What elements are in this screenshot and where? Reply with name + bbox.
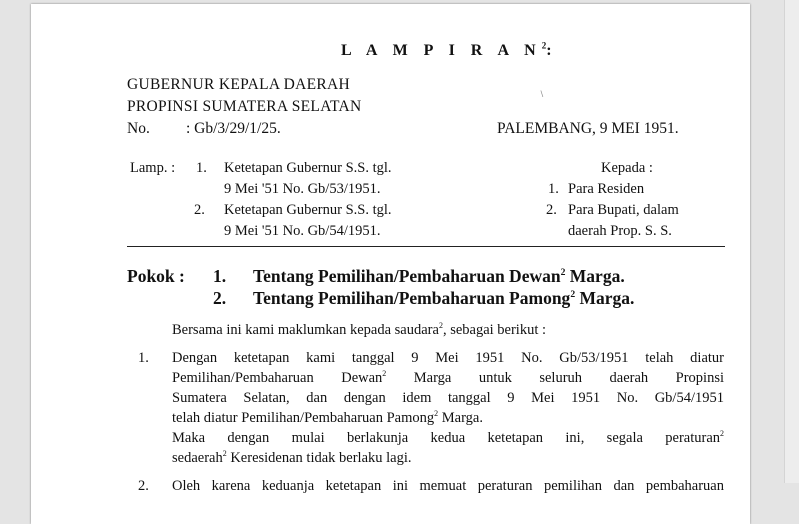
pokok-item-1-number: 1. [213,266,227,286]
kepada-item-1-number: 1. [548,181,559,197]
attachment-heading: L A M P I R A $N^2$: [341,40,558,59]
intro-sentence: Bersama ini kami maklumkan kepada saudara$^2$, sebagai berikut : [172,321,547,338]
paragraph-2-number: 2. [138,478,149,494]
paragraph-1-line-5: Maka dengan mulai berlakunja kedua ketetapan ini, segala peraturan$^2$ [172,429,724,446]
kepada-item-1-text: Para Residen [568,181,645,197]
lamp-item-1-number: 1. [196,160,207,176]
lamp-item-1-line-1: Ketetapan Gubernur S.S. tgl. [224,160,392,176]
stray-mark: ∖ [539,90,545,99]
sender-number-label: No. [127,120,150,137]
lamp-label: Lamp. : [130,160,176,176]
pokok-item-2-text: Tentang Pemilihan/Pembaharuan Pamong$^2$ Marga. [253,288,635,308]
paragraph-1-line-1: Dengan ketetapan kami tanggal 9 Mei 1951 No. Gb/53/1951 telah diatur [172,350,724,366]
place-date: PALEMBANG, 9 MEI 1951. [497,120,679,137]
header-divider [127,246,725,247]
sender-line-2: PROPINSI SUMATERA SELATAN [127,98,362,115]
lamp-item-2-line-1: Ketetapan Gubernur S.S. tgl. [224,202,392,218]
lamp-item-2-number: 2. [194,202,205,218]
document-page [31,4,750,524]
pokok-item-2-number: 2. [213,288,227,308]
lamp-item-2-line-2: 9 Mei '51 No. Gb/54/1951. [224,223,381,239]
kepada-item-2-number: 2. [546,202,557,218]
sender-line-1: GUBERNUR KEPALA DAERAH [127,76,351,93]
pokok-item-1-text: Tentang Pemilihan/Pembaharuan Dewan$^2$ Marga. [253,266,625,286]
paragraph-1-line-2: Pemilihan/Pembaharuan Dewan$^2$ Marga untuk seluruh daerah Propinsi [172,369,724,386]
paragraph-1-number: 1. [138,350,149,366]
paragraph-1-line-6: sedaerah$^2$ Keresidenan tidak berlaku lagi. [172,449,412,466]
paragraph-1-line-4: telah diatur Pemilihan/Pembaharuan Pamong$^2$ Marga. [172,409,483,426]
paragraph-2-line-1: Oleh karena keduanja ketetapan ini memuat peraturan pemilihan dan pembaharuan [172,478,724,494]
vertical-scrollbar[interactable] [784,0,799,483]
kepada-continuation: daerah Prop. S. S. [568,223,672,239]
kepada-item-2-text: Para Bupati, dalam [568,202,679,218]
sender-number-value: : Gb/3/29/1/25. [186,120,281,137]
pokok-label: Pokok : [127,266,185,286]
kepada-label: Kepada : [601,160,653,176]
paragraph-1-line-3: Sumatera Selatan, dan dengan idem tanggal 9 Mei 1951 No. Gb/54/1951 [172,390,724,406]
lamp-item-1-line-2: 9 Mei '51 No. Gb/53/1951. [224,181,381,197]
